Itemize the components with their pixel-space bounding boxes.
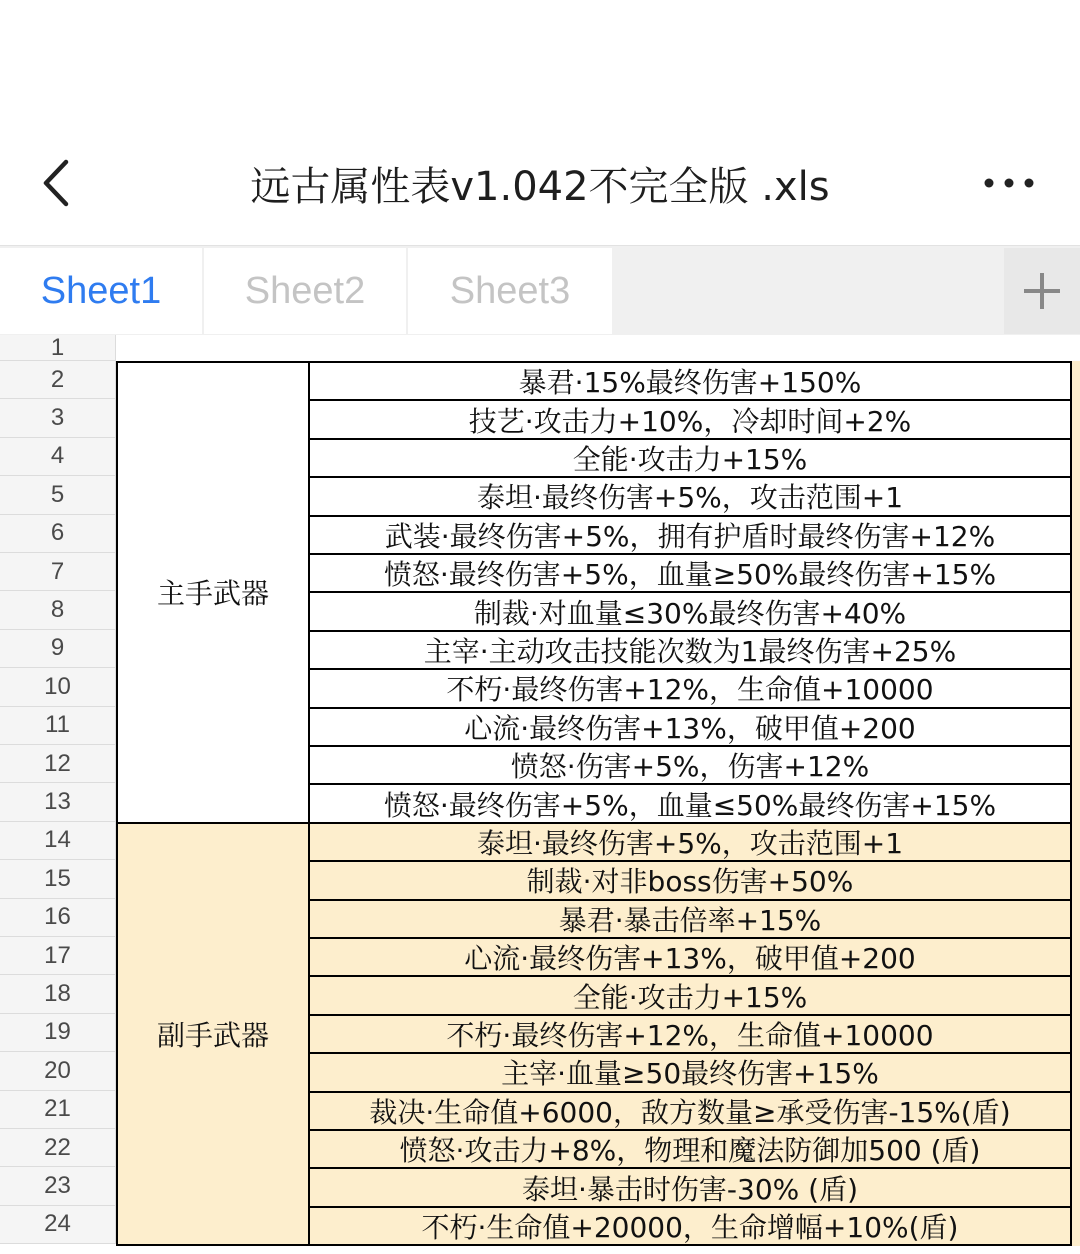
attribute-cell[interactable]: 制裁·对非boss伤害+50%	[308, 860, 1072, 900]
attribute-cell[interactable]: 全能·攻击力+15%	[308, 438, 1072, 478]
row-number[interactable]: 15	[0, 860, 116, 898]
app-header	[0, 0, 1080, 245]
row-number[interactable]: 23	[0, 1167, 116, 1205]
back-button[interactable]	[30, 155, 80, 211]
row-number[interactable]: 11	[0, 707, 116, 745]
attribute-cell[interactable]: 不朽·生命值+20000，生命增幅+10%(盾)	[308, 1206, 1072, 1246]
row-number[interactable]: 3	[0, 399, 116, 437]
attribute-cell[interactable]: 愤怒·伤害+5%，伤害+12%	[308, 745, 1072, 785]
attribute-cell[interactable]: 主宰·血量≥50最终伤害+15%	[308, 1052, 1072, 1092]
row-number[interactable]: 13	[0, 783, 116, 821]
plus-icon	[1022, 271, 1062, 311]
add-sheet-button[interactable]	[1004, 248, 1080, 334]
attribute-cell[interactable]: 愤怒·最终伤害+5%，血量≥50%最终伤害+15%	[308, 553, 1072, 593]
row-number[interactable]: 4	[0, 438, 116, 476]
attribute-cell[interactable]: 主宰·主动攻击技能次数为1最终伤害+25%	[308, 630, 1072, 670]
file-title: 远古属性表v1.042不完全版 .xls	[250, 164, 830, 210]
attribute-cell[interactable]: 泰坦·暴击时伤害-30% (盾)	[308, 1167, 1072, 1207]
category-cell[interactable]: 主手武器	[116, 361, 310, 824]
attribute-cell[interactable]: 暴君·15%最终伤害+150%	[308, 361, 1072, 401]
attribute-cell[interactable]: 愤怒·攻击力+8%，物理和魔法防御加500 (盾)	[308, 1129, 1072, 1169]
attribute-cell[interactable]: 武装·最终伤害+5%，拥有护盾时最终伤害+12%	[308, 515, 1072, 555]
attribute-cell[interactable]: 泰坦·最终伤害+5%，攻击范围+1	[308, 476, 1072, 516]
row-number[interactable]: 20	[0, 1052, 116, 1090]
tab-sheet1[interactable]: Sheet1	[0, 248, 202, 334]
row-number[interactable]: 7	[0, 553, 116, 591]
attribute-cell[interactable]: 泰坦·最终伤害+5%，攻击范围+1	[308, 822, 1072, 862]
row-number[interactable]: 18	[0, 975, 116, 1013]
row-number[interactable]: 16	[0, 899, 116, 937]
row-number[interactable]: 9	[0, 630, 116, 668]
attribute-cell[interactable]: 制裁·对血量≤30%最终伤害+40%	[308, 591, 1072, 631]
row-number[interactable]: 19	[0, 1014, 116, 1052]
chevron-left-icon	[38, 158, 72, 208]
attribute-cell[interactable]: 暴君·暴击倍率+15%	[308, 899, 1072, 939]
row-number[interactable]: 22	[0, 1129, 116, 1167]
more-button[interactable]	[976, 158, 1042, 208]
row-number[interactable]: 5	[0, 476, 116, 514]
attribute-cell[interactable]: 心流·最终伤害+13%，破甲值+200	[308, 937, 1072, 977]
sheet-tab-bar	[0, 245, 1080, 336]
attribute-cell[interactable]: 愤怒·最终伤害+5%，血量≤50%最终伤害+15%	[308, 783, 1072, 823]
row-number[interactable]: 2	[0, 361, 116, 399]
attribute-cell[interactable]: 心流·最终伤害+13%，破甲值+200	[308, 707, 1072, 747]
attribute-cell[interactable]: 不朽·最终伤害+12%，生命值+10000	[308, 668, 1072, 708]
row-number[interactable]: 6	[0, 515, 116, 553]
more-horizontal-icon	[983, 177, 1035, 189]
attribute-cell[interactable]: 技艺·攻击力+10%，冷却时间+2%	[308, 399, 1072, 439]
row-number[interactable]: 17	[0, 937, 116, 975]
tab-sheet3[interactable]: Sheet3	[408, 248, 612, 334]
row-number[interactable]: 24	[0, 1206, 116, 1244]
row-number[interactable]: 1	[0, 335, 116, 361]
row-number[interactable]: 21	[0, 1091, 116, 1129]
attribute-cell[interactable]: 不朽·最终伤害+12%，生命值+10000	[308, 1014, 1072, 1054]
attribute-cell[interactable]: 裁决·生命值+6000，敌方数量≥承受伤害-15%(盾)	[308, 1091, 1072, 1131]
category-cell[interactable]: 副手武器	[116, 822, 310, 1246]
row-number[interactable]: 10	[0, 668, 116, 706]
spreadsheet-grid[interactable]	[0, 335, 1080, 1254]
next-column-edge	[1072, 361, 1080, 1246]
row-number[interactable]: 14	[0, 822, 116, 860]
row-number[interactable]: 8	[0, 591, 116, 629]
tab-sheet2[interactable]: Sheet2	[204, 248, 406, 334]
attribute-cell[interactable]: 全能·攻击力+15%	[308, 975, 1072, 1015]
row-number[interactable]: 12	[0, 745, 116, 783]
